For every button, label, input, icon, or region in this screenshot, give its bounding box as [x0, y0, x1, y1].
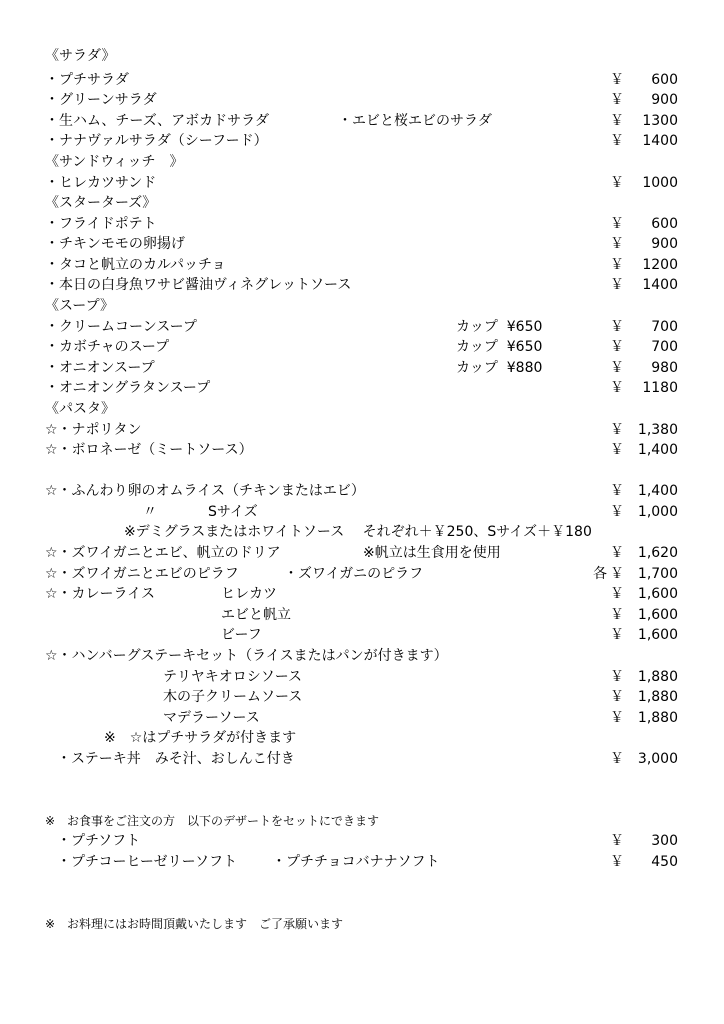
option-label: テリヤキオロシソース: [163, 669, 303, 685]
menu-item-price: 1000: [642, 175, 678, 191]
menu-item-price: 1,600: [637, 607, 678, 623]
option-label: 木の子クリームソース: [163, 689, 303, 705]
menu-item-name: ・クリームコーンスープ: [45, 319, 197, 335]
menu-item-price: 1400: [642, 277, 678, 293]
cup-price: カップ ¥880: [456, 360, 543, 376]
yen-sign: ￥: [610, 607, 624, 623]
yen-sign: ￥: [610, 319, 624, 335]
menu-item-name: ・チキンモモの卵揚げ: [45, 236, 185, 252]
yen-sign: ￥: [610, 854, 624, 870]
menu-item-price: 1,400: [637, 483, 678, 499]
menu-item-name: ☆・ハンバーグステーキセット（ライスまたはパンが付きます）: [45, 648, 448, 664]
menu-item-price: 900: [651, 236, 678, 252]
dessert-note: ※ お食事をご注文の方 以下のデザートをセットにできます: [45, 814, 380, 828]
menu-item-price: 1,000: [637, 504, 678, 520]
yen-sign: ￥: [610, 72, 624, 88]
star-note: ※ ☆はプチサラダが付きます: [104, 730, 297, 746]
menu-item-name: ・ステーキ丼 みそ汁、おしんこ付き: [57, 751, 295, 767]
menu-item-name: ☆・ズワイガニとエビのピラフ: [45, 566, 239, 582]
menu-item-price: 300: [651, 833, 678, 849]
menu-item-name: ・本日の白身魚ワサビ醤油ヴィネグレットソース: [45, 277, 352, 293]
menu-item-name: ☆・カレーライス: [45, 586, 155, 602]
section-header-pasta: 《パスタ》: [45, 401, 115, 417]
menu-item-price: 1,600: [637, 586, 678, 602]
each-prefix: 各: [593, 566, 607, 582]
menu-item-name: ・フライドポテト: [45, 216, 157, 232]
footer-note: ※ お料理にはお時間頂戴いたします ご了承願います: [45, 917, 344, 931]
menu-item-name: ☆・ズワイガニとエビ、帆立のドリア: [45, 545, 281, 561]
menu-item-price: 1400: [642, 133, 678, 149]
menu-item-name: ・オニオングラタンスープ: [45, 380, 211, 396]
option-label: ヒレカツ: [221, 586, 277, 602]
cup-price: カップ ¥650: [456, 319, 543, 335]
option-label: マデラーソース: [163, 710, 260, 726]
yen-sign: ￥: [610, 586, 624, 602]
yen-sign: ￥: [610, 442, 624, 458]
cup-price: カップ ¥650: [456, 339, 543, 355]
yen-sign: ￥: [610, 566, 624, 582]
menu-item-price: 980: [651, 360, 678, 376]
option-label: ビーフ: [221, 627, 262, 643]
sauce-note: ※デミグラスまたはホワイトソース それぞれ＋￥250、Sサイズ＋￥180: [124, 524, 592, 540]
section-header-soup: 《スープ》: [45, 298, 115, 314]
yen-sign: ￥: [610, 92, 624, 108]
menu-item-name: ・グリーンサラダ: [45, 92, 157, 108]
option-label: エビと帆立: [221, 607, 291, 623]
menu-item-name: ・タコと帆立のカルパッチョ: [45, 257, 226, 273]
yen-sign: ￥: [610, 216, 624, 232]
yen-sign: ￥: [610, 380, 624, 396]
menu-item-price: 450: [651, 854, 678, 870]
menu-item-price: 600: [651, 72, 678, 88]
yen-sign: ￥: [610, 339, 624, 355]
menu-item-price: 1300: [642, 113, 678, 129]
menu-item-price: 1200: [642, 257, 678, 273]
menu-item-name: ・カボチャのスープ: [45, 339, 170, 355]
menu-item-price: 1,880: [637, 669, 678, 685]
menu-item-name: ・プチサラダ: [45, 72, 129, 88]
menu-item-name: ・ヒレカツサンド: [45, 175, 157, 191]
menu-item-price: 700: [651, 319, 678, 335]
section-header-salad: 《サラダ》: [45, 48, 116, 64]
menu-item-price: 1,380: [637, 422, 678, 438]
yen-sign: ￥: [610, 545, 624, 561]
menu-item-price: 1,400: [637, 442, 678, 458]
menu-item-extra: ・ズワイガニのピラフ: [284, 566, 424, 582]
size-label: Sサイズ: [208, 504, 258, 520]
yen-sign: ￥: [610, 236, 624, 252]
yen-sign: ￥: [610, 833, 624, 849]
menu-item-name: ☆・ふんわり卵のオムライス（チキンまたはエビ）: [45, 483, 365, 499]
yen-sign: ￥: [610, 175, 624, 191]
menu-item-price: 1,600: [637, 627, 678, 643]
menu-item-price: 1,700: [637, 566, 678, 582]
section-header-sandwich: 《サンドウィッチ 》: [45, 154, 184, 170]
yen-sign: ￥: [610, 133, 624, 149]
yen-sign: ￥: [610, 751, 624, 767]
menu-item-name: ・ナナヴァルサラダ（シーフード）: [45, 133, 268, 149]
menu-item-price: 700: [651, 339, 678, 355]
yen-sign: ￥: [610, 669, 624, 685]
section-header-starters: 《スターターズ》: [45, 195, 157, 211]
menu-item-name: ☆・ナポリタン: [45, 422, 142, 438]
menu-item-price: 1,880: [637, 689, 678, 705]
menu-item-price: 600: [651, 216, 678, 232]
menu-item-name: ・オニオンスープ: [45, 360, 155, 376]
menu-item-name: ・プチコーヒーゼリーソフト: [57, 854, 238, 870]
yen-sign: ￥: [610, 257, 624, 273]
yen-sign: ￥: [610, 113, 624, 129]
yen-sign: ￥: [610, 483, 624, 499]
yen-sign: ￥: [610, 422, 624, 438]
yen-sign: ￥: [610, 627, 624, 643]
menu-item-price: 1,880: [637, 710, 678, 726]
yen-sign: ￥: [610, 504, 624, 520]
yen-sign: ￥: [610, 360, 624, 376]
menu-item-price: 3,000: [637, 751, 678, 767]
menu-item-name: ・プチソフト: [57, 833, 141, 849]
menu-item-name: ☆・ボロネーゼ（ミートソース）: [45, 442, 253, 458]
menu-item-price: 1180: [642, 380, 678, 396]
yen-sign: ￥: [610, 689, 624, 705]
ditto-mark: 〃: [143, 504, 157, 520]
menu-item-name: ・生ハム、チーズ、アボカドサラダ: [45, 113, 269, 129]
menu-item-extra: ・エビと桜エビのサラダ: [338, 113, 492, 129]
menu-item-price: 900: [651, 92, 678, 108]
menu-item-note: ※帆立は生食用を使用: [363, 545, 501, 561]
menu-item-price: 1,620: [637, 545, 678, 561]
yen-sign: ￥: [610, 277, 624, 293]
yen-sign: ￥: [610, 710, 624, 726]
menu-item-extra: ・プチチョコバナナソフト: [272, 854, 440, 870]
